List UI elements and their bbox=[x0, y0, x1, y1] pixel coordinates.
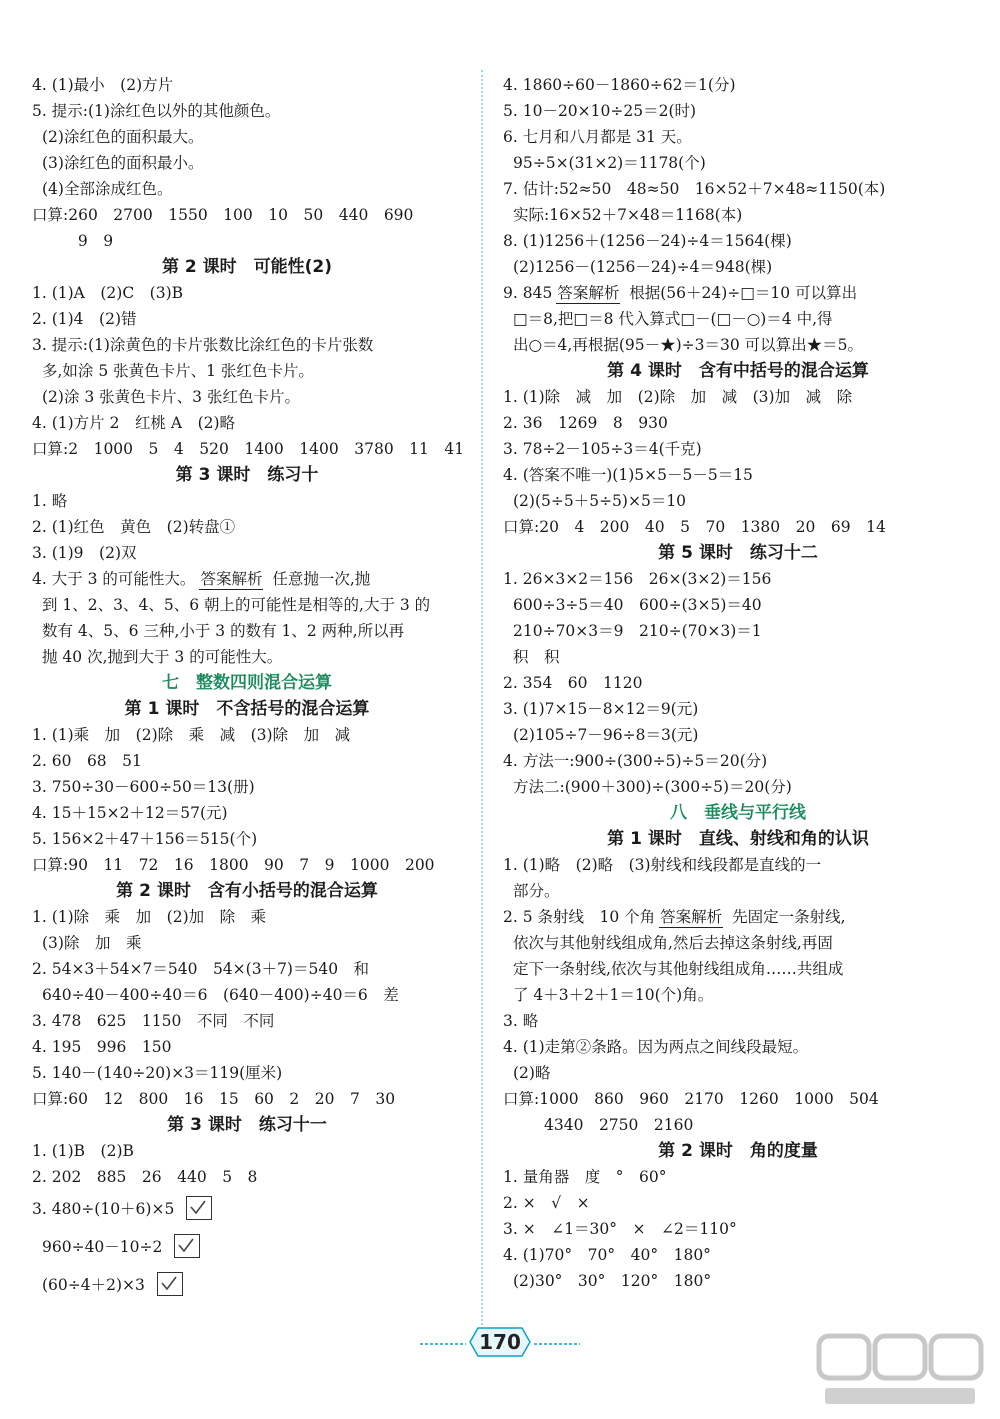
answer-line bbox=[503, 514, 973, 540]
line-text: (60÷4＋2)×3 bbox=[42, 1276, 145, 1294]
answer-line bbox=[503, 124, 973, 150]
checkmark-box-icon bbox=[186, 1196, 212, 1220]
line-text: 2. 5 条射线 10 个角 bbox=[503, 908, 656, 926]
answer-line bbox=[32, 228, 462, 254]
answer-line bbox=[32, 852, 462, 878]
answer-line bbox=[32, 644, 462, 670]
line-text: (3)涂红色的面积最小。 bbox=[42, 154, 204, 172]
line-text: 口算:20 4 200 40 5 70 1380 20 69 14 bbox=[503, 518, 886, 536]
line-text: (4)全部涂成红色。 bbox=[42, 180, 173, 198]
line-text: 210÷70×3＝9 210÷(70×3)＝1 bbox=[513, 622, 762, 640]
answer-line bbox=[503, 722, 973, 748]
line-text: 第 2 课时 含有小括号的混合运算 bbox=[116, 881, 378, 901]
answer-line bbox=[32, 1190, 462, 1228]
answer-line bbox=[32, 1266, 462, 1304]
answer-line bbox=[32, 904, 462, 930]
answer-line bbox=[503, 436, 973, 462]
answer-line bbox=[503, 1060, 973, 1086]
answer-line bbox=[503, 410, 973, 436]
section-heading bbox=[32, 462, 462, 488]
line-text: 1. (1)B (2)B bbox=[32, 1142, 134, 1160]
section-heading bbox=[32, 878, 462, 904]
answer-line bbox=[32, 956, 462, 982]
answer-line bbox=[32, 748, 462, 774]
line-text: 2. 54×3＋54×7＝540 54×(3＋7)＝540 和 bbox=[32, 960, 370, 978]
line-text: (2)(5÷5＋5÷5)×5＝10 bbox=[513, 492, 687, 510]
line-text-continued: 任意抛一次,抛 bbox=[267, 570, 371, 588]
answer-line bbox=[32, 280, 462, 306]
left-column bbox=[32, 72, 465, 1304]
line-text: (2)涂 3 张黄色卡片、3 张红色卡片。 bbox=[42, 388, 300, 406]
answer-analysis-badge: 答案解析 bbox=[557, 284, 620, 302]
line-text: 第 2 课时 角的度量 bbox=[658, 1141, 818, 1161]
answer-line bbox=[32, 1060, 462, 1086]
answer-line bbox=[32, 826, 462, 852]
line-text: 第 3 课时 练习十一 bbox=[167, 1115, 327, 1135]
line-text: 5. 10－20×10÷25＝2(时) bbox=[503, 102, 697, 120]
answer-line bbox=[32, 176, 462, 202]
line-text: 1. (1)略 (2)略 (3)射线和线段都是直线的一 bbox=[503, 856, 822, 874]
section-heading bbox=[32, 696, 462, 722]
line-text: 3. 480÷(10＋6)×5 bbox=[32, 1200, 175, 1218]
answer-line bbox=[503, 72, 973, 98]
line-text: 600÷3÷5＝40 600÷(3×5)＝40 bbox=[513, 596, 762, 614]
answer-line bbox=[503, 1216, 973, 1242]
answer-line bbox=[32, 436, 465, 462]
answer-line bbox=[32, 930, 462, 956]
line-text: 1. (1)A (2)C (3)B bbox=[32, 284, 184, 302]
line-text: 3. (1)9 (2)双 bbox=[32, 544, 137, 562]
line-text: 4340 2750 2160 bbox=[513, 1116, 694, 1134]
line-text: 1. (1)乘 加 (2)除 乘 减 (3)除 加 减 bbox=[32, 726, 351, 744]
line-text: (3)除 加 乘 bbox=[42, 934, 142, 952]
line-text: 1. (1)除 乘 加 (2)加 除 乘 bbox=[32, 908, 267, 926]
answer-line bbox=[32, 98, 462, 124]
answer-line bbox=[503, 176, 973, 202]
line-text: 口算:90 11 72 16 1800 90 7 9 1000 200 bbox=[32, 856, 435, 874]
answer-line bbox=[32, 540, 462, 566]
line-text: 第 1 课时 直线、射线和角的认识 bbox=[607, 829, 869, 849]
answer-line bbox=[503, 1164, 973, 1190]
line-text: 出○＝4,再根据(95－★)÷3＝30 可以算出★＝5。 bbox=[513, 336, 863, 354]
line-text: 七 整数四则混合运算 bbox=[162, 673, 332, 693]
line-text: 4. (1)70° 70° 40° 180° bbox=[503, 1246, 711, 1264]
line-text: 3. (1)7×15－8×12＝9(元) bbox=[503, 700, 699, 718]
line-text: 抛 40 次,抛到大于 3 的可能性大。 bbox=[42, 648, 283, 666]
line-text: 2. (1)红色 黄色 (2)转盘① bbox=[32, 518, 236, 536]
line-text: 2. × √ × bbox=[503, 1194, 590, 1212]
line-text: 95÷5×(31×2)＝1178(个) bbox=[513, 154, 706, 172]
answer-line bbox=[503, 1112, 973, 1138]
answer-line bbox=[503, 1008, 973, 1034]
line-text: 3. 478 625 1150 不同 不同 bbox=[32, 1012, 275, 1030]
line-text: (2)涂红色的面积最大。 bbox=[42, 128, 204, 146]
answer-line bbox=[503, 566, 973, 592]
line-text: 4. (答案不唯一)(1)5×5－5－5＝15 bbox=[503, 466, 753, 484]
line-text-continued: 根据(56＋24)÷□＝10 可以算出 bbox=[624, 284, 858, 302]
line-text: 4. (1)走第②条路。因为两点之间线段最短。 bbox=[503, 1038, 809, 1056]
line-text: 5. 140－(140÷20)×3＝119(厘米) bbox=[32, 1064, 283, 1082]
answer-line bbox=[32, 592, 462, 618]
section-heading bbox=[32, 1112, 462, 1138]
answer-line bbox=[503, 384, 973, 410]
answer-line bbox=[32, 1164, 462, 1190]
answer-line bbox=[503, 748, 973, 774]
line-text: 640÷40－400÷40＝6 (640－400)÷40＝6 差 bbox=[42, 986, 399, 1004]
line-text: (2)105÷7－96÷8＝3(元) bbox=[513, 726, 699, 744]
line-text: 7. 估计:52≈50 48≈50 16×52＋7×48≈1150(本) bbox=[503, 180, 886, 198]
answer-line bbox=[32, 1228, 462, 1266]
line-text: 4. (1)最小 (2)方片 bbox=[32, 76, 174, 94]
line-text: 4. 大于 3 的可能性大。 bbox=[32, 570, 196, 588]
line-text: 5. 156×2＋47＋156＝515(个) bbox=[32, 830, 258, 848]
line-text: 依次与其他射线组成角,然后去掉这条射线,再固 bbox=[513, 934, 833, 952]
line-text-continued: 先固定一条射线, bbox=[727, 908, 846, 926]
answer-line bbox=[503, 878, 973, 904]
section-heading bbox=[32, 254, 462, 280]
line-text: 1. 26×3×2＝156 26×(3×2)＝156 bbox=[503, 570, 772, 588]
section-heading bbox=[503, 540, 973, 566]
answer-line bbox=[32, 1086, 462, 1112]
line-text: 4. 15＋15×2＋12＝57(元) bbox=[32, 804, 228, 822]
line-text: 2. 36 1269 8 930 bbox=[503, 414, 668, 432]
answer-line bbox=[32, 332, 462, 358]
line-text: 3. 78÷2－105÷3＝4(千克) bbox=[503, 440, 702, 458]
answer-line bbox=[32, 566, 462, 592]
answer-line bbox=[503, 98, 973, 124]
answer-line bbox=[503, 982, 973, 1008]
page-number-badge bbox=[420, 1322, 580, 1362]
line-text: 了 4＋3＋2＋1＝10(个)角。 bbox=[513, 986, 714, 1004]
line-text: 2. 354 60 1120 bbox=[503, 674, 643, 692]
line-text: 3. 提示:(1)涂黄色的卡片张数比涂红色的卡片张数 bbox=[32, 336, 374, 354]
section-heading bbox=[503, 358, 973, 384]
line-text: 5. 提示:(1)涂红色以外的其他颜色。 bbox=[32, 102, 281, 120]
answer-line bbox=[503, 150, 973, 176]
section-heading bbox=[503, 826, 973, 852]
answer-line bbox=[32, 306, 462, 332]
answer-line bbox=[32, 410, 462, 436]
answer-line bbox=[32, 124, 462, 150]
line-text: 第 1 课时 不含括号的混合运算 bbox=[124, 699, 370, 719]
line-text: 口算:1000 860 960 2170 1260 1000 504 bbox=[503, 1090, 879, 1108]
answer-line bbox=[503, 618, 973, 644]
answer-line bbox=[32, 150, 462, 176]
section-heading bbox=[32, 670, 462, 696]
answer-line bbox=[503, 930, 973, 956]
answer-line bbox=[503, 1242, 973, 1268]
line-text: (2)1256－(1256－24)÷4＝948(棵) bbox=[513, 258, 773, 276]
answer-line bbox=[32, 1034, 462, 1060]
answer-line bbox=[32, 722, 462, 748]
answer-line bbox=[32, 514, 462, 540]
answer-line bbox=[32, 488, 462, 514]
answer-line bbox=[503, 228, 973, 254]
answer-line bbox=[503, 306, 973, 332]
answer-line bbox=[32, 618, 462, 644]
answer-line bbox=[503, 644, 973, 670]
answer-line bbox=[503, 956, 973, 982]
line-text: 960÷40－10÷2 bbox=[42, 1238, 163, 1256]
line-text: (2)略 bbox=[513, 1064, 551, 1082]
line-text: 8. (1)1256＋(1256－24)÷4＝1564(棵) bbox=[503, 232, 792, 250]
answer-line bbox=[32, 774, 462, 800]
line-text: 口算:60 12 800 16 15 60 2 20 7 30 bbox=[32, 1090, 396, 1108]
answer-line bbox=[503, 774, 973, 800]
line-text: 9. 845 bbox=[503, 284, 553, 302]
line-text: 1. (1)除 减 加 (2)除 加 减 (3)加 减 除 bbox=[503, 388, 853, 406]
line-text: 4. 方法一:900÷(300÷5)÷5＝20(分) bbox=[503, 752, 768, 770]
answer-line bbox=[32, 1008, 462, 1034]
line-text: 4. 195 996 150 bbox=[32, 1038, 172, 1056]
answer-line bbox=[503, 202, 973, 228]
line-text: 1. 量角器 度 ° 60° bbox=[503, 1168, 667, 1186]
line-text: 实际:16×52＋7×48＝1168(本) bbox=[513, 206, 743, 224]
answer-line bbox=[503, 332, 973, 358]
line-text: 2. (1)4 (2)错 bbox=[32, 310, 137, 328]
answer-line bbox=[503, 280, 973, 306]
line-text: 方法二:(900＋300)÷(300÷5)＝20(分) bbox=[513, 778, 792, 796]
line-text: 口算:2 1000 5 4 520 1400 1400 3780 11 41 bbox=[32, 440, 465, 458]
section-heading bbox=[503, 1138, 973, 1164]
answer-line bbox=[503, 462, 973, 488]
line-text: □＝8,把□＝8 代入算式□－(□－○)＝4 中,得 bbox=[513, 310, 833, 328]
answer-analysis-badge: 答案解析 bbox=[200, 570, 263, 588]
answer-line bbox=[503, 254, 973, 280]
line-text: 部分。 bbox=[513, 882, 560, 900]
line-text: 2. 60 68 51 bbox=[32, 752, 142, 770]
line-text: 9 9 bbox=[42, 232, 114, 250]
answer-line bbox=[503, 1034, 973, 1060]
line-text: 多,如涂 5 张黄色卡片、1 张红色卡片。 bbox=[42, 362, 314, 380]
answer-line bbox=[503, 670, 973, 696]
line-text: 4. 1860÷60－1860÷62＝1(分) bbox=[503, 76, 736, 94]
line-text: (2)30° 30° 120° 180° bbox=[513, 1272, 712, 1290]
watermark-logo-icon bbox=[815, 1330, 985, 1410]
line-text: 3. 750÷30－600÷50＝13(册) bbox=[32, 778, 255, 796]
line-text: 到 1、2、3、4、5、6 朝上的可能性是相等的,大于 3 的 bbox=[42, 596, 431, 614]
right-column bbox=[503, 72, 973, 1294]
line-text: 积 积 bbox=[513, 648, 560, 666]
answer-line bbox=[503, 488, 973, 514]
line-text: 1. 略 bbox=[32, 492, 68, 510]
line-text: 6. 七月和八月都是 31 天。 bbox=[503, 128, 692, 146]
column-divider bbox=[481, 70, 483, 1325]
answer-line bbox=[32, 800, 462, 826]
answer-line bbox=[503, 592, 973, 618]
line-text: 3. × ∠1＝30° × ∠2＝110° bbox=[503, 1220, 737, 1238]
line-text: 第 3 课时 练习十 bbox=[175, 465, 319, 485]
answer-line bbox=[503, 1086, 973, 1112]
page-number: 170 bbox=[479, 1330, 521, 1354]
answer-line bbox=[503, 852, 973, 878]
checkmark-box-icon bbox=[174, 1234, 200, 1258]
line-text: 数有 4、5、6 三种,小于 3 的数有 1、2 两种,所以再 bbox=[42, 622, 405, 640]
section-heading bbox=[503, 800, 973, 826]
line-text: 4. (1)方片 2 红桃 A (2)略 bbox=[32, 414, 236, 432]
line-text: 2. 202 885 26 440 5 8 bbox=[32, 1168, 258, 1186]
line-text: 第 4 课时 含有中括号的混合运算 bbox=[607, 361, 869, 381]
answer-line bbox=[32, 202, 462, 228]
line-text: 八 垂线与平行线 bbox=[670, 803, 806, 823]
line-text: 第 5 课时 练习十二 bbox=[658, 543, 818, 563]
answer-line bbox=[503, 696, 973, 722]
answer-line bbox=[32, 982, 462, 1008]
answer-analysis-badge: 答案解析 bbox=[660, 908, 723, 926]
line-text: 口算:260 2700 1550 100 10 50 440 690 bbox=[32, 206, 414, 224]
answer-line bbox=[32, 384, 462, 410]
line-text: 第 2 课时 可能性(2) bbox=[161, 257, 333, 277]
answer-line bbox=[32, 358, 462, 384]
answer-line bbox=[503, 904, 973, 930]
answer-line bbox=[503, 1190, 973, 1216]
answer-line bbox=[32, 1138, 462, 1164]
line-text: 定下一条射线,依次与其他射线组成角……共组成 bbox=[513, 960, 844, 978]
answer-line bbox=[32, 72, 462, 98]
answer-line bbox=[503, 1268, 973, 1294]
line-text: 3. 略 bbox=[503, 1012, 539, 1030]
checkmark-box-icon bbox=[157, 1272, 183, 1296]
